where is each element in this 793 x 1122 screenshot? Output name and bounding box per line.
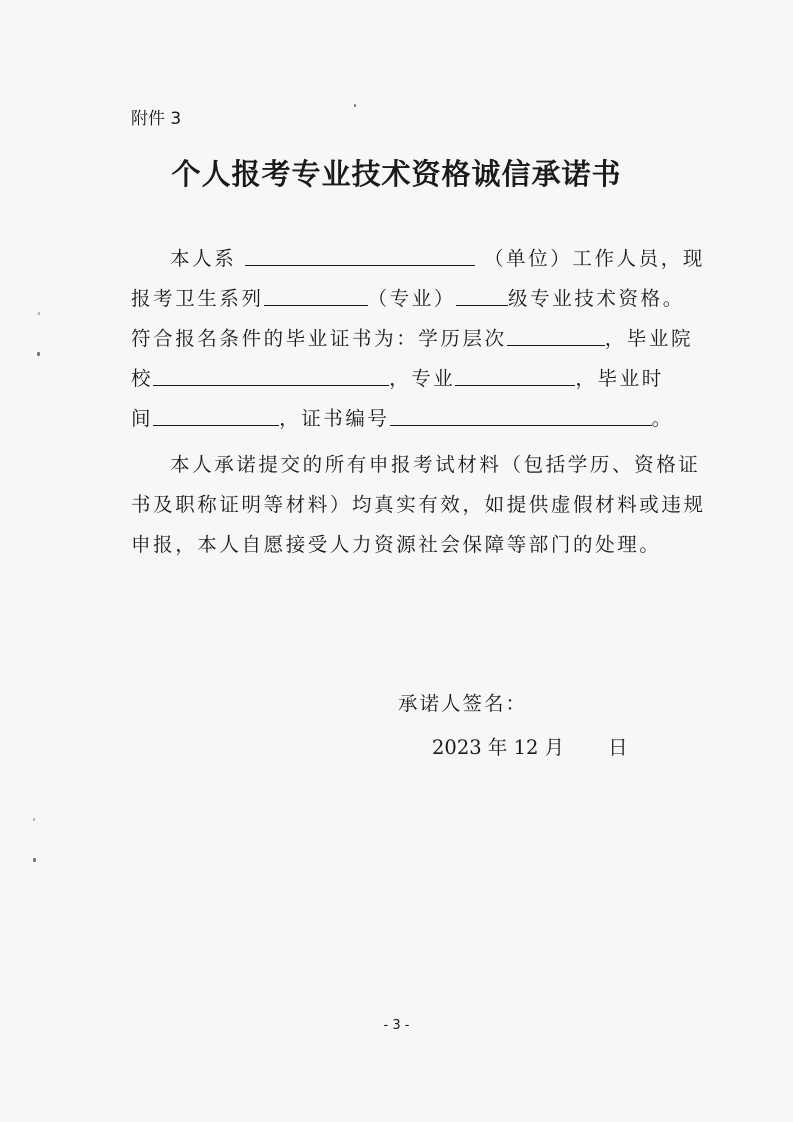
date-year-unit: 年 — [487, 736, 508, 759]
text-segment: （单位）工作人员，现 — [483, 247, 705, 270]
text-segment: 符合报名条件的毕业证书为：学历层次 — [131, 327, 507, 350]
paragraph2-line2: 书及职称证明等材料）均真实有效，如提供虚假材料或违规 — [131, 493, 706, 516]
date-month-unit: 月 — [544, 736, 565, 759]
text-segment: 间 — [131, 407, 154, 430]
text-segment: 本人系 — [170, 247, 237, 270]
paragraph2-line3: 申报，本人自愿接受人力资源社会保障等部门的处理。 — [131, 533, 662, 556]
paragraph1-line5 — [131, 401, 679, 437]
date-year: 2023 — [432, 736, 482, 759]
specialty-blank[interactable] — [264, 283, 368, 306]
text-segment: ，毕业院 — [604, 327, 694, 350]
attachment-label: 附件 3 — [131, 109, 182, 129]
scan-speck — [33, 858, 36, 862]
text-segment: ，毕业时 — [575, 367, 664, 390]
level-blank[interactable] — [456, 283, 508, 306]
text-segment: 报考卫生系列 — [131, 287, 264, 310]
scan-speck — [37, 352, 40, 356]
education-level-blank[interactable] — [507, 323, 605, 346]
date-day-unit: 日 — [608, 736, 628, 759]
certificate-number-blank[interactable] — [390, 403, 652, 426]
document-title: 个人报考专业技术资格诚信承诺书 — [171, 157, 622, 191]
major-blank[interactable] — [455, 363, 575, 386]
scan-speck — [354, 104, 356, 107]
paragraph1-line4 — [131, 361, 679, 397]
signature-label: 承诺人签名： — [398, 692, 528, 715]
page-number: - 3 - — [383, 1018, 410, 1033]
paragraph1-line1 — [170, 241, 705, 277]
paragraph1-line2 — [131, 281, 685, 317]
text-segment: 校 — [131, 367, 154, 390]
text-segment: ，专业 — [389, 367, 456, 390]
unit-blank[interactable] — [245, 243, 475, 266]
date-month: 12 — [513, 736, 539, 759]
school-blank[interactable] — [153, 363, 389, 386]
scan-speck — [33, 818, 35, 821]
text-segment: 。 — [651, 407, 674, 430]
date-line — [432, 732, 628, 760]
paragraph2-line1: 本人承诺提交的所有申报考试材料（包括学历、资格证 — [170, 453, 701, 476]
text-segment: （专业） — [367, 287, 457, 310]
paragraph1-line3 — [131, 321, 694, 357]
graduation-time-blank[interactable] — [153, 403, 279, 426]
text-segment: 级专业技术资格。 — [508, 287, 685, 310]
text-segment: ，证书编号 — [279, 407, 390, 430]
scan-speck — [38, 312, 40, 315]
